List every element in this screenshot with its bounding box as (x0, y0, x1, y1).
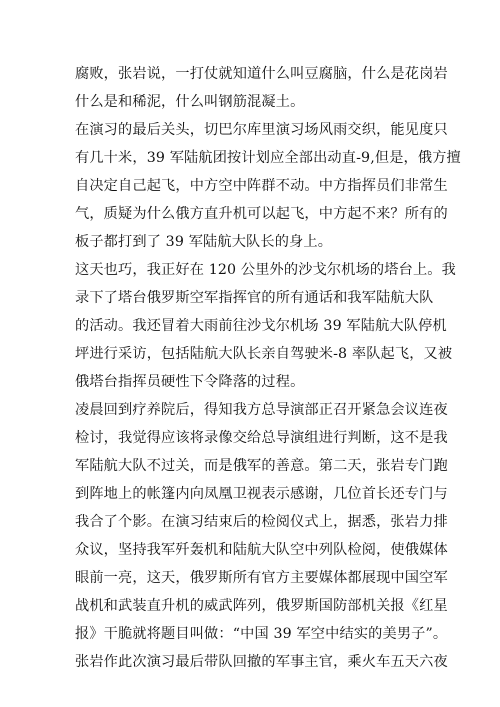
text-line: 录下了塔台俄罗斯空军指挥官的所有通话和我军陆航大队 (75, 290, 434, 306)
text-line: 眼前一亮，这天，俄罗斯所有官方主要媒体都展现中国空军 (75, 570, 448, 586)
text-line: 战机和武装直升机的威武阵列，俄罗斯国防部机关报《红星 (75, 598, 448, 614)
text-line: 板子都打到了 39 军陆航大队长的身上。 (75, 234, 333, 250)
text-line: 报》干脆就将题目叫做：“中国 39 军空中结实的美男子”。 (75, 626, 448, 642)
text-line: 气，质疑为什么俄方直升机可以起飞，中方起不来？所有的 (75, 206, 448, 222)
text-line: 军陆航大队不过关，而是俄军的善意。第二天，张岩专门跑 (75, 458, 448, 474)
text-line: 我合了个影。在演习结束后的检阅仪式上，据悉，张岩力排 (75, 514, 448, 530)
text-line: 众议，坚持我军歼轰机和陆航大队空中列队检阅，使俄媒体 (75, 542, 448, 558)
text-line: 检讨，我觉得应该将录像交给总导演组进行判断，这不是我 (75, 430, 448, 446)
text-line: 到阵地上的帐篷内向凤凰卫视表示感谢，几位首长还专门与 (75, 486, 448, 502)
text-line: 俄塔台指挥员硬性下令降落的过程。 (75, 374, 305, 390)
paragraph-start-line: 这天也巧，我正好在 120 公里外的沙戈尔机场的塔台上。我 (75, 262, 456, 278)
text-line: 腐败，张岩说，一打仗就知道什么叫豆腐脑，什么是花岗岩 (75, 66, 448, 82)
text-line: 坪进行采访，包括陆航大队长亲自驾驶米-8 率队起飞，又被 (75, 346, 453, 362)
text-line: 什么是和稀泥，什么叫钢筋混凝土。 (75, 94, 305, 110)
paragraph-start-line: 凌晨回到疗养院后，得知我方总导演部正召开紧急会议连夜 (75, 402, 448, 418)
text-line: 有几十米，39 军陆航团按计划应全部出动直-9,但是，俄方擅 (75, 150, 461, 166)
text-line: 自决定自己起飞，中方空中阵群不动。中方指挥员们非常生 (75, 178, 448, 194)
paragraph-start-line: 张岩作此次演习最后带队回撤的军事主官，乘火车五天六夜 (75, 654, 448, 670)
paragraph-start-line: 在演习的最后关头，切巴尔库里演习场风雨交织，能见度只 (75, 122, 448, 138)
text-line: 的活动。我还冒着大雨前往沙戈尔机场 39 军陆航大队停机 (75, 318, 447, 334)
